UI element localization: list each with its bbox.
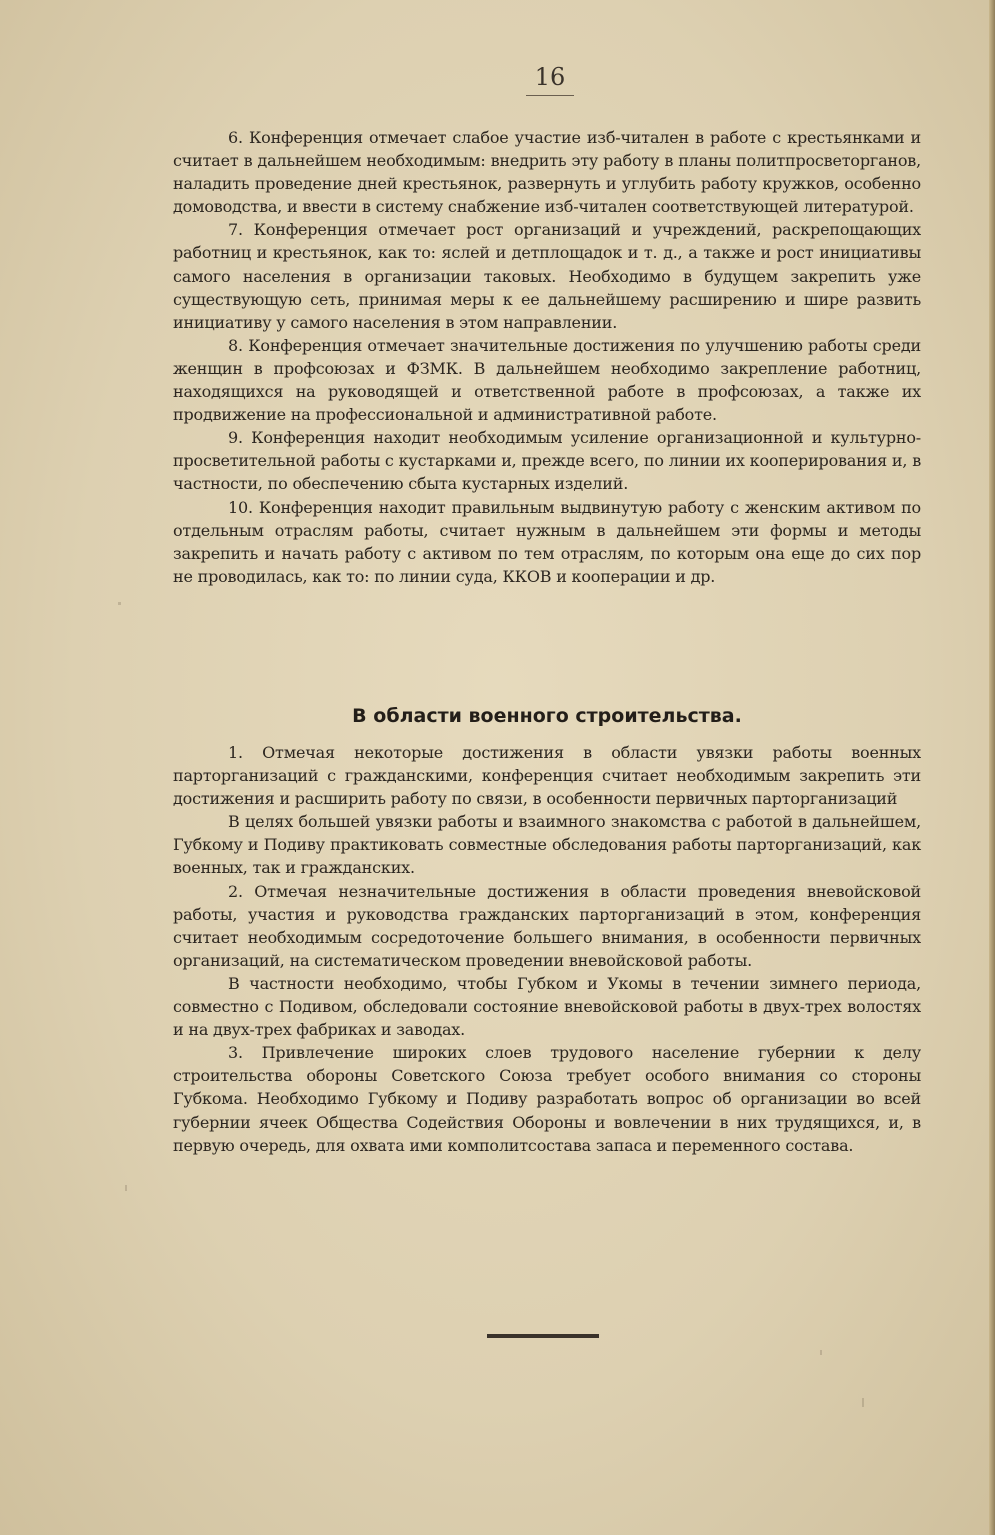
paper-speck [118,602,121,605]
page-number-underline [526,95,574,96]
military-paragraph-1-continued: В целях большей увязки работы и взаимного знакомства с работой в дальнейшем, Губкому и Подиву практиковать совместные обследования работы парторганизаций, как военных, так и гражданских. [173,812,921,878]
section-heading: В области военного строительства. [352,705,742,727]
military-paragraph-3: 3. Привлечение широких слоев трудового население губернии к делу строительства обороны Советского Союза требует особого внимания со стороны Губкома. Необходимо Губкому и Подиву разработать вопрос об организации во всей губернии ячеек Общества Содействия Обороны и вовлечении в них трудящихся, и, в первую очередь, для охвата ими комполитсостава запаса и переменного состава. [173,1043,921,1155]
paragraph-6: 6. Конференция отмечает слабое участие изб-читален в работе с крестьянками и считает в дальнейшем необходимым: внедрить эту работу в планы политпросветорганов, наладить проведение дней крестьянок, развернуть и углубить работу кружков, особенно домоводства, и ввести в систему снабжение изб-читален соответствующей литературой. [173,128,921,217]
military-construction-resolutions [173,741,921,1157]
paper-speck [125,1185,127,1191]
military-paragraph-1: 1. Отмечая некоторые достижения в области увязки работы военных парторганизаций с гражданскими, конференция считает необходимым закрепить эти достижения и расширить работу по связи, в особенности первичных парторганизаций [173,743,921,809]
paragraph-8: 8. Конференция отмечает значительные достижения по улучшению работы среди женщин в профсоюзах и ФЗМК. В дальнейшем необходимо закрепление работниц, находящихся на руководящей и ответственной работе в профсоюзах, а также их продвижение на профессиональной и административной работе. [173,335,921,425]
paper-speck [862,1398,864,1407]
paragraph-9: 9. Конференция находит необходимым усиление организационной и культурно-просветительной работы с кустарками и, прежде всего, по линии их кооперирования и, в частности, по обеспечению сбыта кустарных изделий. [173,428,921,494]
military-paragraph-2: 2. Отмечая незначительные достижения в области проведения вневойсковой работы, участия и руководства гражданских парторганизаций в этом, конференция считает необходимым сосредоточение большего внимания, в особенности первичных организаций, на систематическом проведении вневойсковой работы. [173,881,921,970]
paper-speck [820,1350,822,1355]
page-number: 16 [534,63,566,91]
military-paragraph-2-continued: В частности необходимо, чтобы Губком и Укомы в течении зимнего периода, совместно с Подивом, обследовали состояние вневойсковой работы в двух-трех волостях и на двух-трех фабриках и заводах. [173,973,921,1040]
paragraph-7: 7. Конференция отмечает рост организаций и учреждений, раскрепощающих работниц и крестьянок, как то: яслей и детплощадок и т. д., а также и рост инициативы самого населения в организации таковых. Необходимо в будущем закрепить уже существующую сеть, принимая меры к ее дальнейшему расширению и шире развить инициативу у самого населения в этом направлении. [173,220,921,332]
paragraph-10: 10. Конференция находит правильным выдвинутую работу с женским активом по отдельным отраслям работы, считает нужным в дальнейшем эти формы и методы закрепить и начать работу с активом по тем отраслям, по которым она еще до сих пор не проводилась, как то: по линии суда, ККОВ и кооперации и др. [173,497,921,586]
end-rule [487,1334,599,1338]
women-work-resolutions [173,126,921,588]
page-edge-shadow [989,0,995,1535]
